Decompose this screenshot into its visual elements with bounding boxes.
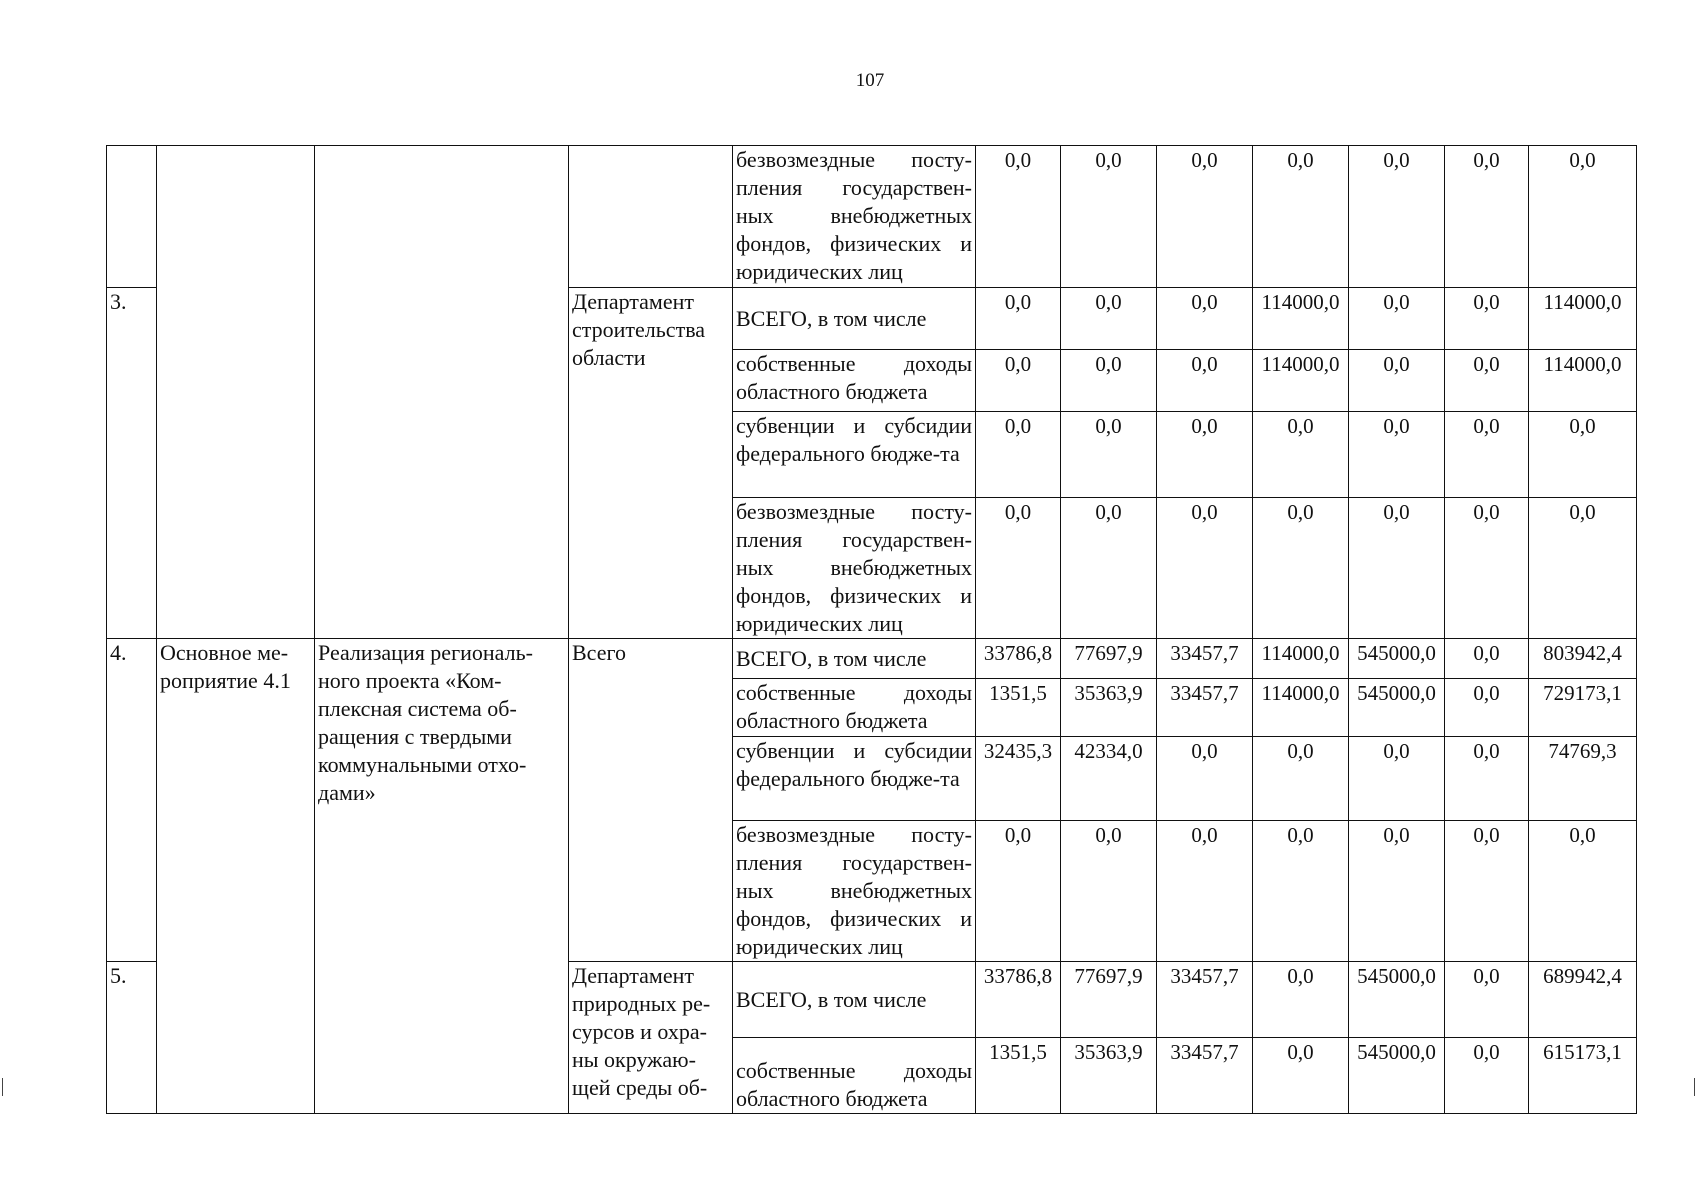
- value-cell: 729173,1: [1529, 679, 1637, 737]
- funding-source: ВСЕГО, в том числе: [733, 639, 976, 679]
- value-cell: 0,0: [1061, 350, 1157, 412]
- value-cell: 545000,0: [1349, 639, 1445, 679]
- value-cell: 0,0: [976, 821, 1061, 962]
- value-cell: 0,0: [1349, 498, 1445, 639]
- value-cell: 114000,0: [1529, 288, 1637, 350]
- value-cell: 0,0: [1445, 498, 1529, 639]
- value-cell: 0,0: [976, 498, 1061, 639]
- value-cell: 0,0: [1445, 737, 1529, 821]
- value-cell: 0,0: [1157, 146, 1253, 288]
- value-cell: 545000,0: [1349, 679, 1445, 737]
- value-cell: 114000,0: [1253, 350, 1349, 412]
- funding-source: безвозмездные посту-пления государствен-ных внебюджетных фондов, физических и юридических лиц: [733, 498, 976, 639]
- value-cell: 0,0: [1445, 412, 1529, 498]
- value-cell: 114000,0: [1253, 639, 1349, 679]
- value-cell: 545000,0: [1349, 962, 1445, 1038]
- funding-source: собственные доходы областного бюджета: [733, 1038, 976, 1114]
- row-index-cell: [107, 146, 157, 288]
- value-cell: 0,0: [1349, 412, 1445, 498]
- project-name: Реализация региональ-ного проекта «Ком-плексная система об-ращения с твердыми коммунальными отхо-дами»: [315, 639, 569, 1114]
- funding-source: собственные доходы областного бюджета: [733, 350, 976, 412]
- value-cell: 0,0: [976, 350, 1061, 412]
- value-cell: 114000,0: [1253, 288, 1349, 350]
- value-cell: 35363,9: [1061, 1038, 1157, 1114]
- value-cell: 1351,5: [976, 1038, 1061, 1114]
- value-cell: 32435,3: [976, 737, 1061, 821]
- value-cell: 0,0: [1349, 737, 1445, 821]
- value-cell: 1351,5: [976, 679, 1061, 737]
- value-cell: 33786,8: [976, 962, 1061, 1038]
- value-cell: 0,0: [1445, 679, 1529, 737]
- value-cell: 0,0: [1529, 821, 1637, 962]
- value-cell: 77697,9: [1061, 962, 1157, 1038]
- value-cell: 77697,9: [1061, 639, 1157, 679]
- table-row: [107, 146, 1637, 288]
- value-cell: 114000,0: [1529, 350, 1637, 412]
- funding-source: безвозмездные посту-пления государствен-ных внебюджетных фондов, физических и юридических лиц: [733, 146, 976, 288]
- value-cell: 33457,7: [1157, 962, 1253, 1038]
- value-cell: 0,0: [1253, 146, 1349, 288]
- row-index-4: 4.: [107, 639, 157, 962]
- value-cell: 0,0: [1253, 498, 1349, 639]
- funding-source: ВСЕГО, в том числе: [733, 962, 976, 1038]
- executor-total: Всего: [569, 639, 733, 962]
- value-cell: 33786,8: [976, 639, 1061, 679]
- value-cell: 33457,7: [1157, 639, 1253, 679]
- value-cell: 0,0: [1253, 737, 1349, 821]
- executor-cell: [569, 146, 733, 288]
- value-cell: 33457,7: [1157, 679, 1253, 737]
- value-cell: 35363,9: [1061, 679, 1157, 737]
- funding-source: ВСЕГО, в том числе: [733, 288, 976, 350]
- value-cell: 0,0: [1445, 288, 1529, 350]
- value-cell: 0,0: [1157, 498, 1253, 639]
- value-cell: 0,0: [1529, 498, 1637, 639]
- margin-mark-right: [1694, 1078, 1695, 1096]
- value-cell: 0,0: [1349, 146, 1445, 288]
- value-cell: 0,0: [1157, 288, 1253, 350]
- value-cell: 0,0: [1061, 288, 1157, 350]
- row-index-5: 5.: [107, 962, 157, 1114]
- funding-table: [106, 145, 1637, 1114]
- value-cell: 0,0: [1349, 350, 1445, 412]
- value-cell: 0,0: [1157, 821, 1253, 962]
- executor-nature: Департамент природных ре-сурсов и охра-ны окружаю-щей среды об-: [569, 962, 733, 1114]
- value-cell: 0,0: [1445, 962, 1529, 1038]
- value-cell: 803942,4: [1529, 639, 1637, 679]
- project-cell: [315, 146, 569, 639]
- value-cell: 0,0: [1445, 350, 1529, 412]
- value-cell: 0,0: [976, 412, 1061, 498]
- value-cell: 0,0: [1061, 412, 1157, 498]
- value-cell: 0,0: [1253, 412, 1349, 498]
- value-cell: 0,0: [1529, 412, 1637, 498]
- value-cell: 0,0: [1157, 737, 1253, 821]
- value-cell: 0,0: [1061, 498, 1157, 639]
- funding-source: собственные доходы областного бюджета: [733, 679, 976, 737]
- activity-4-1: Основное ме-роприятие 4.1: [157, 639, 315, 1114]
- value-cell: 0,0: [1349, 821, 1445, 962]
- funding-source: безвозмездные посту-пления государствен-ных внебюджетных фондов, физических и юридических лиц: [733, 821, 976, 962]
- value-cell: 0,0: [1445, 821, 1529, 962]
- value-cell: 0,0: [976, 146, 1061, 288]
- value-cell: 0,0: [1253, 821, 1349, 962]
- activity-cell: [157, 146, 315, 639]
- page-number: 107: [855, 70, 885, 91]
- value-cell: 689942,4: [1529, 962, 1637, 1038]
- value-cell: 0,0: [976, 288, 1061, 350]
- value-cell: 0,0: [1445, 1038, 1529, 1114]
- margin-mark-left: [2, 1078, 3, 1096]
- value-cell: 0,0: [1157, 350, 1253, 412]
- funding-source: субвенции и субсидии федерального бюдже-та: [733, 412, 976, 498]
- value-cell: 33457,7: [1157, 1038, 1253, 1114]
- value-cell: 42334,0: [1061, 737, 1157, 821]
- value-cell: 0,0: [1445, 146, 1529, 288]
- value-cell: 545000,0: [1349, 1038, 1445, 1114]
- value-cell: 0,0: [1061, 146, 1157, 288]
- value-cell: 0,0: [1253, 1038, 1349, 1114]
- executor-construction: Департамент строительства области: [569, 288, 733, 639]
- table-row: [107, 639, 1637, 679]
- value-cell: 0,0: [1253, 962, 1349, 1038]
- value-cell: 0,0: [1349, 288, 1445, 350]
- value-cell: 0,0: [1157, 412, 1253, 498]
- value-cell: 0,0: [1061, 821, 1157, 962]
- row-index-3: 3.: [107, 288, 157, 639]
- value-cell: 0,0: [1445, 639, 1529, 679]
- funding-source: субвенции и субсидии федерального бюдже-та: [733, 737, 976, 821]
- value-cell: 114000,0: [1253, 679, 1349, 737]
- value-cell: 615173,1: [1529, 1038, 1637, 1114]
- value-cell: 0,0: [1529, 146, 1637, 288]
- value-cell: 74769,3: [1529, 737, 1637, 821]
